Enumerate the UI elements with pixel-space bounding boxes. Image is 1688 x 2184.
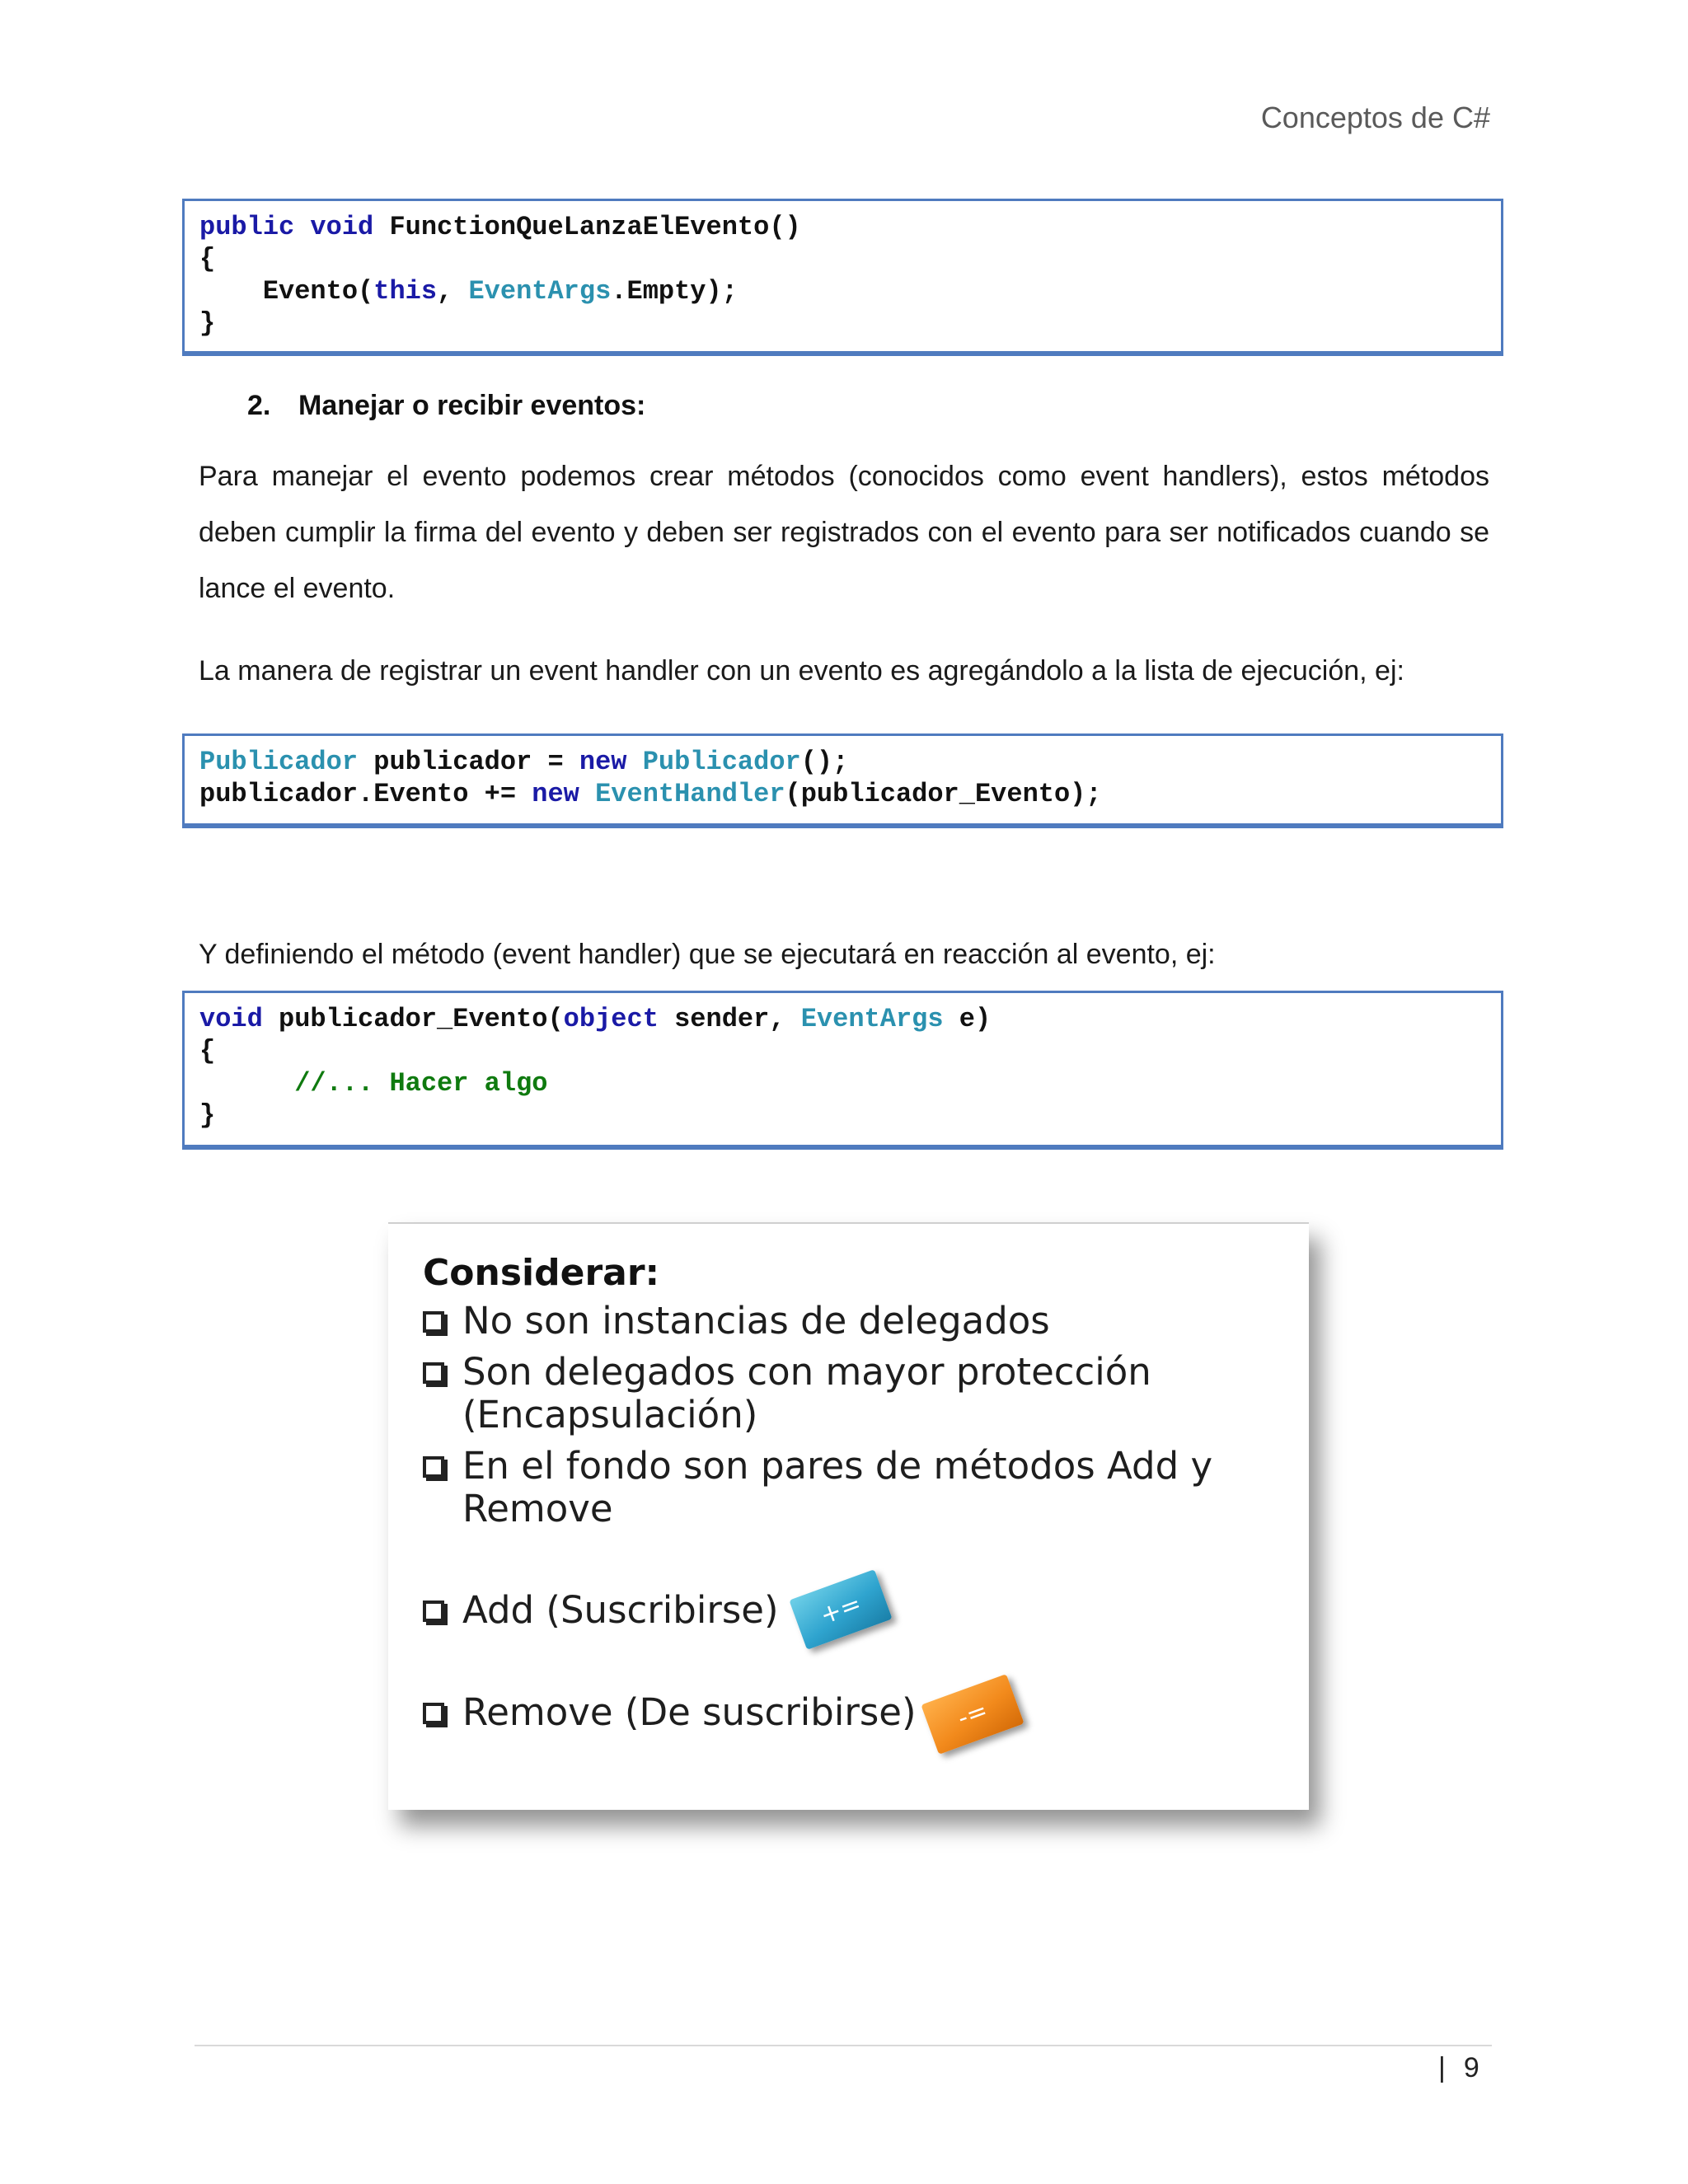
code-text: publicador = bbox=[358, 747, 579, 777]
checkbox-bullet-icon bbox=[423, 1703, 444, 1724]
page-number-value: 9 bbox=[1463, 2052, 1479, 2083]
add-operator-badge: += bbox=[789, 1569, 892, 1650]
code-text: } bbox=[199, 1100, 216, 1131]
checkbox-bullet-icon bbox=[423, 1362, 444, 1384]
paragraph-define-handler: Y definiendo el método (event handler) que se ejecutará en reacción al evento, ej: bbox=[199, 939, 1216, 970]
slide-item-text: Add (Suscribirse) bbox=[462, 1588, 779, 1632]
slide-title: Considerar: bbox=[423, 1252, 660, 1294]
slide-list-item bbox=[423, 1300, 1050, 1343]
slide-list-item bbox=[423, 1445, 1212, 1530]
code-text bbox=[579, 779, 595, 809]
footer-separator: | bbox=[1438, 2052, 1446, 2083]
slide-item-text: Remove (De suscribirse) bbox=[462, 1690, 917, 1734]
section-number: 2. bbox=[247, 390, 271, 421]
remove-operator-badge: -= bbox=[921, 1674, 1024, 1755]
section-title: Manejar o recibir eventos: bbox=[298, 390, 646, 421]
code-text: publicador.Evento += bbox=[199, 779, 532, 809]
slide-list-item bbox=[423, 1351, 1151, 1436]
paragraph-register-handler: La manera de registrar un event handler con un evento es agregándolo a la lista de ejecución, ej: bbox=[199, 655, 1404, 687]
code-type: EventArgs bbox=[468, 276, 612, 307]
code-keyword: new bbox=[579, 747, 627, 777]
code-block-subscribe bbox=[182, 733, 1503, 828]
code-block-handler-method bbox=[182, 991, 1503, 1150]
checkbox-bullet-icon bbox=[423, 1311, 444, 1333]
slide-item-line: Son delegados con mayor protección bbox=[462, 1350, 1151, 1394]
code-text: FunctionQueLanzaElEvento() bbox=[373, 212, 801, 242]
code-text: (); bbox=[800, 747, 849, 777]
slide-item-text bbox=[462, 1351, 1151, 1436]
code-keyword: object bbox=[563, 1004, 659, 1034]
code-text bbox=[199, 1068, 294, 1099]
code-keyword: this bbox=[373, 276, 438, 307]
page-number bbox=[1438, 2052, 1479, 2084]
slide-item-text: No son instancias de delegados bbox=[462, 1299, 1050, 1343]
code-text: , bbox=[437, 276, 469, 307]
slide-list-item bbox=[423, 1691, 917, 1734]
code-text: sender, bbox=[658, 1004, 801, 1034]
code-text bbox=[626, 747, 642, 777]
code-text: Evento( bbox=[199, 276, 374, 307]
code-type: EventHandler bbox=[595, 779, 785, 809]
code-comment: //... Hacer algo bbox=[294, 1068, 548, 1099]
code-text: } bbox=[199, 308, 216, 339]
code-keyword: public bbox=[199, 212, 295, 242]
code-type: Publicador bbox=[199, 747, 359, 777]
code-text: .Empty); bbox=[611, 276, 738, 307]
code-text: { bbox=[199, 244, 216, 274]
code-keyword: void bbox=[310, 212, 374, 242]
slide-item-line: Remove bbox=[462, 1487, 613, 1530]
code-text: publicador_Evento( bbox=[262, 1004, 564, 1034]
code-text: e) bbox=[943, 1004, 992, 1034]
footer-divider bbox=[195, 2045, 1492, 2046]
code-text: (publicador_Evento); bbox=[785, 779, 1102, 809]
slide-item-line: (Encapsulación) bbox=[462, 1393, 758, 1436]
code-keyword: new bbox=[532, 779, 579, 809]
checkbox-bullet-icon bbox=[423, 1601, 444, 1622]
slide-item-text bbox=[462, 1445, 1212, 1530]
running-header: Conceptos de C# bbox=[1260, 101, 1490, 134]
code-type: Publicador bbox=[642, 747, 801, 777]
slide-list-item bbox=[423, 1589, 779, 1632]
code-type: EventArgs bbox=[800, 1004, 944, 1034]
slide-figure bbox=[388, 1222, 1309, 1810]
slide-item-line: En el fondo son pares de métodos Add y bbox=[462, 1444, 1213, 1488]
checkbox-bullet-icon bbox=[423, 1456, 444, 1478]
code-block-raise-event bbox=[182, 199, 1503, 356]
paragraph-event-handlers: Para manejar el evento podemos crear métodos (conocidos como event handlers), estos métodos deben cumplir la firma del evento y deben ser registrados con el evento para ser notificados cuando se lance el evento. bbox=[199, 461, 1489, 604]
section-heading bbox=[247, 390, 645, 422]
code-text: { bbox=[199, 1036, 216, 1066]
code-keyword: void bbox=[199, 1004, 263, 1034]
